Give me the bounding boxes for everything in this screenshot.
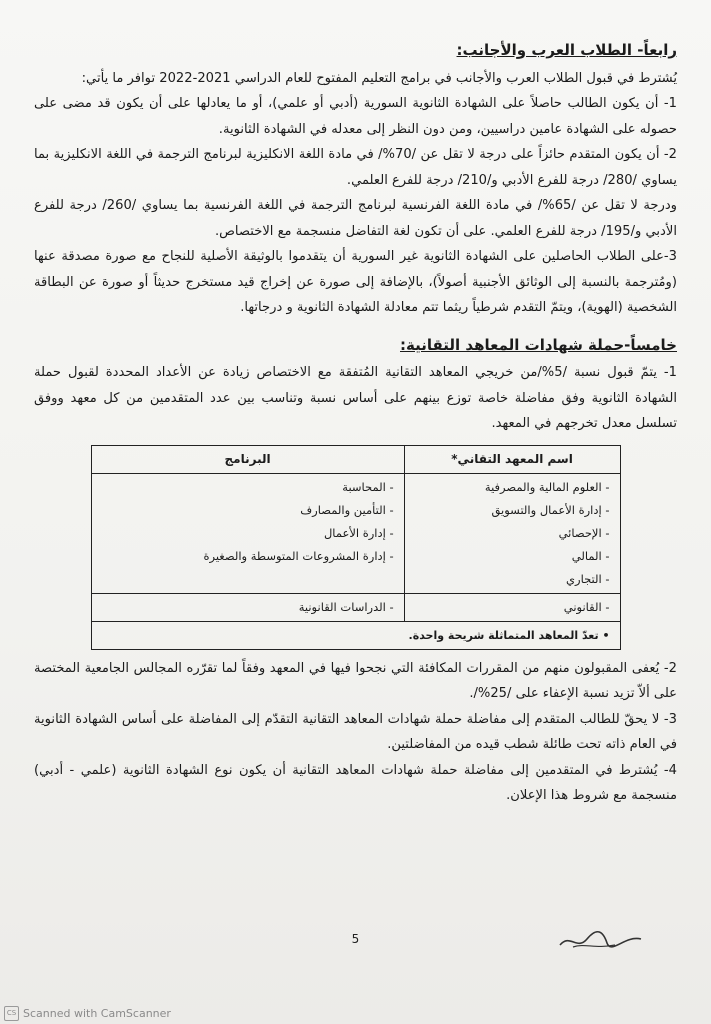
section-heading-technical-institutes: خامساً-حملة شهادات المعاهد التقانية: <box>400 335 677 354</box>
list-item: - العلوم المالية والمصرفية <box>484 479 610 494</box>
section5-item-1: 1- يتمّ قبول نسبة /5%/من خريجي المعاهد التقانية المُتفقة مع الاختصاص زيادة عن الأعداد المحددة لقبول حملة الشهادة الثانوية وفق مفاضلة خاصة توزع بينهم على أساس نسبة وتناسب بين عدد المتقدمين من كل معهد ووفق تسلسل معدل تخرجهم في المعهد. <box>34 365 677 431</box>
institutes-cell <box>404 473 620 593</box>
table-row <box>91 473 620 593</box>
table-header-institute: اسم المعهد التقاني* <box>404 445 620 473</box>
list-item: - المالي <box>571 548 610 563</box>
list-item: - الإحصائي <box>558 525 610 540</box>
watermark-text: Scanned with CamScanner <box>23 1007 171 1020</box>
list-item: - إدارة المشروعات المتوسطة والصغيرة <box>203 548 394 563</box>
table-header-row <box>91 445 620 473</box>
list-item: - إدارة الأعمال والتسويق <box>491 502 610 517</box>
section4-item-3: 3-على الطلاب الحاصلين على الشهادة الثانوية غير السورية أن يتقدموا بالوثيقة الأصلية للنجاح مع صورة مصدقة عنها (ومُترجمة بالنسبة إلى الوثائق الأجنبية أصولاً)، بالإضافة إلى صورة عن إخراج قيد مستخرج حديثاً أو صورة عن البطاقة الشخصية (الهوية)، ويتمّ التقدم شرطياً ريثما تتم معادلة الشهادة الثانوية و درجاتها. <box>34 249 677 315</box>
table-note-row <box>91 621 620 649</box>
programs-cell <box>91 473 404 593</box>
section5-item-2: 2- يُعفى المقبولون منهم من المقررات المكافئة التي نجحوا فيها في المعهد وفقاً لما تقرّره المجالس الجامعية المختصة على ألاّ تزيد نسبة الإعفاء على /25%/. <box>34 660 677 701</box>
camscanner-icon: CS <box>4 1006 19 1021</box>
list-item: - التجاري <box>566 571 610 586</box>
list-item: - إدارة الأعمال <box>323 525 394 540</box>
section4-item-2: 2- أن يكون المتقدم حائزاً على درجة لا تقل عن /70%/ في مادة اللغة الانكليزية لبرنامج الترجمة في اللغة الانكليزية بما يساوي /280/ درجة للفرع الأدبي و/210/ درجة للفرع العلمي. <box>34 147 677 188</box>
signature-icon <box>555 925 645 955</box>
section5-item-3: 3- لا يحقّ للطالب المتقدم إلى مفاضلة حملة شهادات المعاهد التقانية التقدّم إلى المفاضلة على أساس الشهادة الثانوية في العام ذاته تحت طائلة شطب قيده من المفاضلتين. <box>34 711 677 752</box>
institutes-cell: - القانوني <box>404 593 620 621</box>
list-item: - المحاسبة <box>342 479 394 494</box>
section-heading-arab-foreign-students: رابعاً- الطلاب العرب والأجانب: <box>456 41 677 59</box>
section5-item-4: 4- يُشترط في المتقدمين إلى مفاضلة حملة شهادات المعاهد التقانية أن يكون نوع الشهادة الثانوية (علمي - أدبي) منسجمة مع شروط هذا الإعلان. <box>34 762 677 803</box>
institutes-table <box>91 445 621 650</box>
section4-item-2-cont: ودرجة لا تقل عن /65%/ في مادة اللغة الفرنسية لبرنامج الترجمة في اللغة الفرنسية بما يساوي /260/ درجة للفرع الأدبي و/195/ درجة للفرع العلمي. على أن تكون لغة التفاضل منسجمة مع الاختصاص. <box>34 198 677 239</box>
table-note: • تعدّ المعاهد المتماثلة شريحة واحدة. <box>91 621 620 649</box>
list-item: - التأمين والمصارف <box>300 502 394 517</box>
programs-cell: - الدراسات القانونية <box>91 593 404 621</box>
camscanner-watermark <box>4 1006 171 1021</box>
page-number: 5 <box>351 932 360 946</box>
section4-item-1: 1- أن يكون الطالب حاصلاً على الشهادة الثانوية السورية (أدبي أو علمي)، أو ما يعادلها على أن يكون قد مضى على حصوله على الشهادة عامين دراسيين، ومن دون النظر إلى معدله في الشهادة الثانوية. <box>34 96 677 137</box>
table-header-program: البرنامج <box>91 445 404 473</box>
table-row <box>91 593 620 621</box>
document-body <box>34 38 677 809</box>
section4-intro: يُشترط في قبول الطلاب العرب والأجانب في برامج التعليم المفتوح للعام الدراسي 2021-2022 توافر ما يأتي: <box>81 70 677 86</box>
